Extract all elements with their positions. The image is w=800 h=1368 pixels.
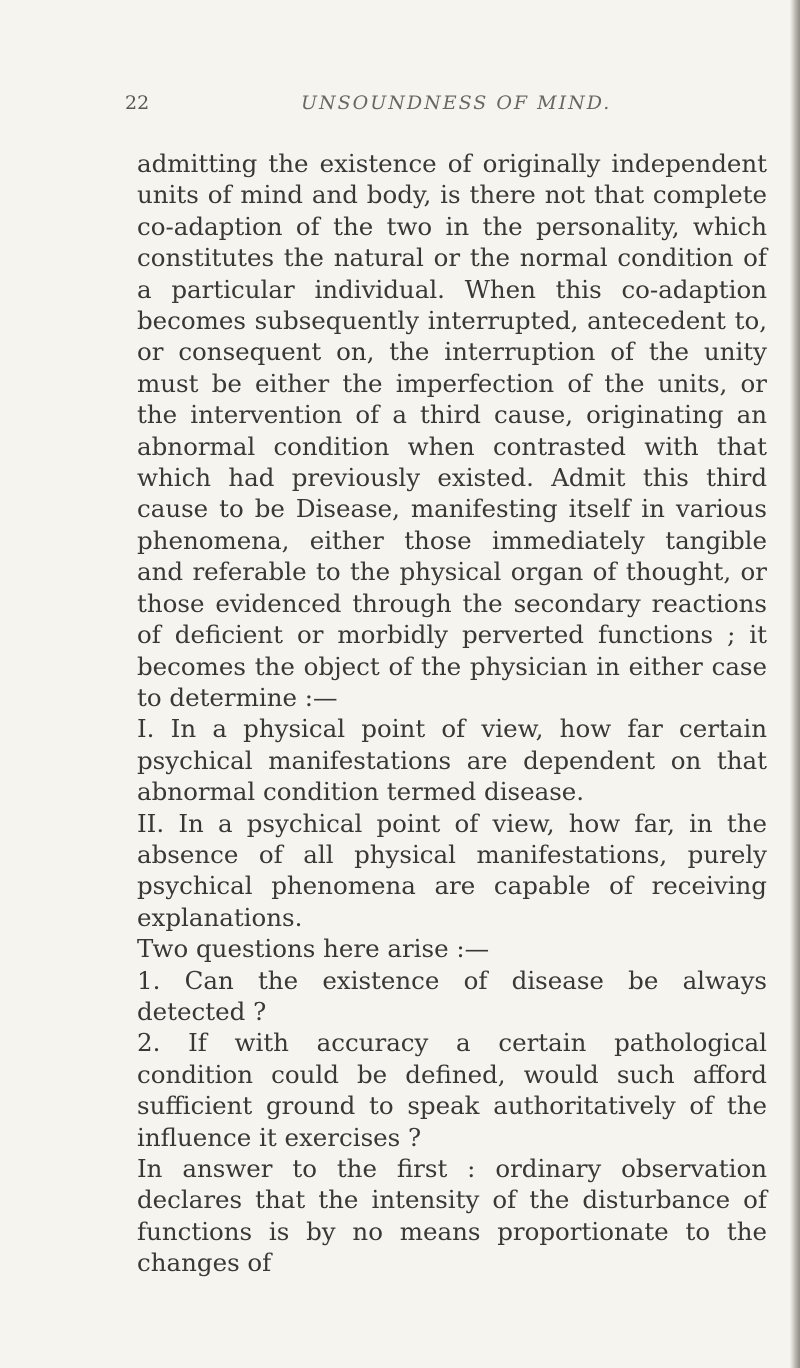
paragraph-roman-two: II. In a psychical point of view, how far, in the absence of all physical manifestations, purely psychical phenomena are capable of receiving explanations. — [137, 808, 767, 932]
page-number: 22 — [125, 92, 150, 114]
body-text — [137, 148, 767, 1279]
page-edge-shadow — [790, 0, 800, 1368]
paragraph-roman-one: I. In a physical point of view, how far certain psychical manifestations are dependent on that abnormal condition termed disease. — [137, 714, 767, 807]
page-header — [125, 92, 685, 122]
paragraph-question-two: 2. If with accuracy a certain pathological condition could be defined, would such afford sufficient ground to speak authoritatively of the influence it exercises ? — [137, 1028, 767, 1152]
paragraph-answer: In answer to the first : ordinary observation declares that the intensity of the disturbance of functions is by no means proportionate to the changes of — [137, 1154, 767, 1278]
running-head: UNSOUNDNESS OF MIND. — [301, 92, 612, 114]
paragraph-two-questions: Two questions here arise :— — [137, 934, 490, 964]
paragraph-continuation: admitting the existence of originally independent units of mind and body, is there not that complete co-adaption of the two in the personality, which constitutes the natural or the normal condition of a particular individual. When this co-adaption becomes subsequently interrupted, antecedent to, or consequent on, the interruption of the unity must be either the imperfection of the units, or the intervention of a third cause, originating an abnormal condition when contrasted with that which had previously existed. Admit this third cause to be Disease, manifesting itself in various phenomena, either those immediately tangible and referable to the physical organ of thought, or those evidenced through the secondary reactions of deficient or morbidly perverted functions ; it becomes the object of the physician in either case to determine :— — [137, 149, 767, 712]
paragraph-question-one: 1. Can the existence of disease be always detected ? — [137, 965, 767, 1026]
